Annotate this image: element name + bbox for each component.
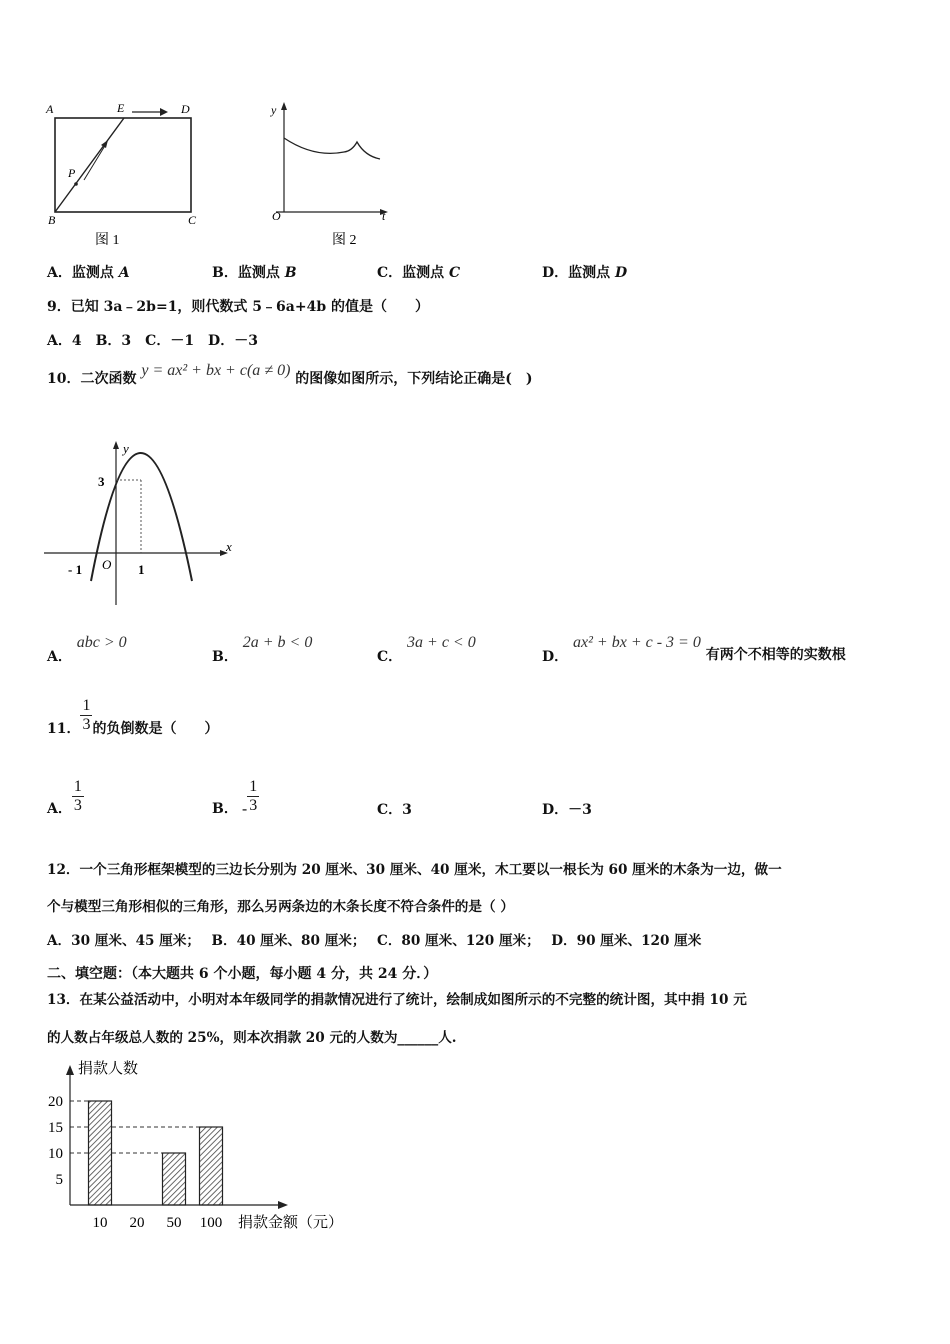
option-text: 监测点 <box>568 265 616 281</box>
q11-option-c[interactable] <box>377 799 412 819</box>
label-a: A <box>46 102 54 116</box>
option-math: 3a + c < 0 <box>407 634 476 651</box>
option-letter: C． <box>377 649 403 665</box>
option-text: 监测点 <box>402 265 450 281</box>
label-c: C <box>188 213 197 227</box>
segment-be <box>55 118 124 212</box>
figure-1-rectangle <box>40 96 220 251</box>
q12-options[interactable]: A．30 厘米、45 厘米； B．40 厘米、80 厘米； C．80 厘米、120 厘米； D．90 厘米、120 厘米 <box>47 933 702 949</box>
caption-figure-1: 图 1 <box>95 233 120 248</box>
q10-option-c[interactable] <box>377 632 476 665</box>
option-var: D <box>615 265 628 281</box>
x-axis-arrow <box>278 1201 288 1209</box>
q10-suffix: 的图像如图所示，下列结论正确是( ) <box>295 371 533 387</box>
q10-formula: y = ax² + bx + c(a ≠ 0) <box>141 362 291 379</box>
option-math: 2a + b < 0 <box>242 634 313 651</box>
label-e: E <box>117 101 125 115</box>
label-origin: O <box>102 557 112 572</box>
option-letter: D． <box>542 802 569 818</box>
q10-parabola-graph <box>40 435 240 610</box>
label-b: B <box>48 213 56 227</box>
option-var: C <box>449 265 461 281</box>
q12-line-1: 12．一个三角形框架模型的三边长分别为 20 厘米、30 厘米、40 厘米，木工要以一根长为 60 厘米的木条为一边，做一 <box>47 862 782 878</box>
rectangle-abcd <box>55 118 191 212</box>
option-text: －3 <box>568 802 592 818</box>
option-text: 3 <box>402 802 412 818</box>
frac-numerator: 1 <box>73 777 82 795</box>
option-letter: A． <box>47 265 72 281</box>
option-sign: - <box>241 798 248 818</box>
q11-option-b[interactable] <box>212 774 259 818</box>
label-p: P <box>68 166 76 180</box>
q13-line-1: 13．在某公益活动中，小明对本年级同学的捐款情况进行了统计，绘制成如图所示的不完整的统计图，其中捐 10 元 <box>47 992 747 1008</box>
arrow-ep <box>84 144 106 180</box>
y-axis-arrow <box>113 441 119 449</box>
q8-option-c[interactable] <box>377 262 460 282</box>
y-tick-15: 15 <box>48 1120 63 1136</box>
label-neg-one: - 1 <box>68 562 83 577</box>
label-y: y <box>123 441 129 456</box>
section-2-heading: 二、填空题：（本大题共 6 个小题，每小题 4 分，共 24 分．） <box>47 966 438 982</box>
q10-prefix: 10．二次函数 <box>47 371 137 387</box>
bar-10 <box>89 1101 112 1205</box>
option-var: B <box>284 265 297 281</box>
label-y: y <box>271 103 277 117</box>
label-t: t <box>382 209 386 223</box>
x-tick-10: 10 <box>92 1215 108 1231</box>
q9-options[interactable]: A．4 B．3 C．－1 D．－3 <box>47 333 258 349</box>
q11-stem <box>47 692 218 738</box>
x-tick-100: 100 <box>199 1215 223 1231</box>
option-fraction <box>72 778 84 815</box>
option-fraction <box>247 778 259 815</box>
option-letter: B． <box>212 649 238 665</box>
q10-option-a[interactable] <box>47 632 127 665</box>
q9-stem: 9．已知 3a﹣2b=1，则代数式 5﹣6a+4b 的值是（ ） <box>47 299 429 315</box>
label-one: 1 <box>138 562 145 577</box>
q11-num: 11． <box>47 721 81 737</box>
q8-option-a[interactable] <box>47 262 130 282</box>
option-tail: 有两个不相等的实数根 <box>705 647 846 663</box>
option-letter: C． <box>377 265 403 281</box>
q8-option-d[interactable] <box>542 262 627 282</box>
label-origin: O <box>272 209 281 223</box>
option-var: A <box>118 265 130 281</box>
point-p <box>74 182 78 186</box>
label-x: x <box>226 539 232 554</box>
option-letter: C． <box>377 802 403 818</box>
q12-line-2: 个与模型三角形相似的三角形，那么另两条边的木条长度不符合条件的是（ ） <box>47 899 514 915</box>
y-axis-arrow <box>281 102 287 110</box>
q8-option-b[interactable] <box>212 262 297 282</box>
q13-bar-chart <box>40 1055 360 1240</box>
label-three: 3 <box>98 474 105 489</box>
q11-option-a[interactable] <box>47 774 84 818</box>
option-letter: A． <box>47 649 72 665</box>
q10-option-d[interactable] <box>542 632 846 665</box>
option-letter: D． <box>542 265 569 281</box>
q11-option-d[interactable] <box>542 799 592 819</box>
q10-stem <box>47 362 533 388</box>
x-tick-20: 20 <box>129 1215 145 1231</box>
option-text: 监测点 <box>237 265 285 281</box>
label-d: D <box>181 102 190 116</box>
bar-50 <box>163 1153 186 1205</box>
option-math: ax² + bx + c - 3 = 0 <box>573 634 701 651</box>
frac-numerator: 1 <box>82 696 91 714</box>
arrow-ed-head <box>160 108 168 116</box>
y-axis-arrow <box>66 1065 74 1075</box>
frac-numerator: 1 <box>249 777 258 795</box>
fraction-one-third <box>80 697 92 734</box>
q10-option-b[interactable] <box>212 632 313 665</box>
q13-line-2: 的人数占年级总人数的 25%，则本次捐款 20 元的人数为______人. <box>47 1030 457 1046</box>
option-letter: D． <box>542 649 569 665</box>
y-tick-10: 10 <box>48 1146 63 1162</box>
option-letter: B． <box>212 801 238 817</box>
caption-figure-2: 图 2 <box>332 233 357 248</box>
x-tick-50: 50 <box>166 1215 182 1231</box>
option-letter: B． <box>212 265 238 281</box>
bar-100 <box>200 1127 223 1205</box>
frac-denominator: 3 <box>249 796 258 814</box>
figure-2-graph <box>262 96 402 251</box>
q11-suffix: 的负倒数是（ ） <box>92 721 219 737</box>
y-axis-label: 捐款人数 <box>78 1061 139 1077</box>
x-axis-label: 捐款金额（元） <box>238 1215 344 1231</box>
y-tick-5: 5 <box>55 1172 63 1188</box>
option-math: abc > 0 <box>76 634 127 651</box>
option-letter: A． <box>47 801 72 817</box>
frac-denominator: 3 <box>82 715 91 733</box>
option-text: 监测点 <box>71 265 119 281</box>
y-tick-20: 20 <box>48 1094 63 1110</box>
frac-denominator: 3 <box>73 796 82 814</box>
curve <box>284 138 380 159</box>
